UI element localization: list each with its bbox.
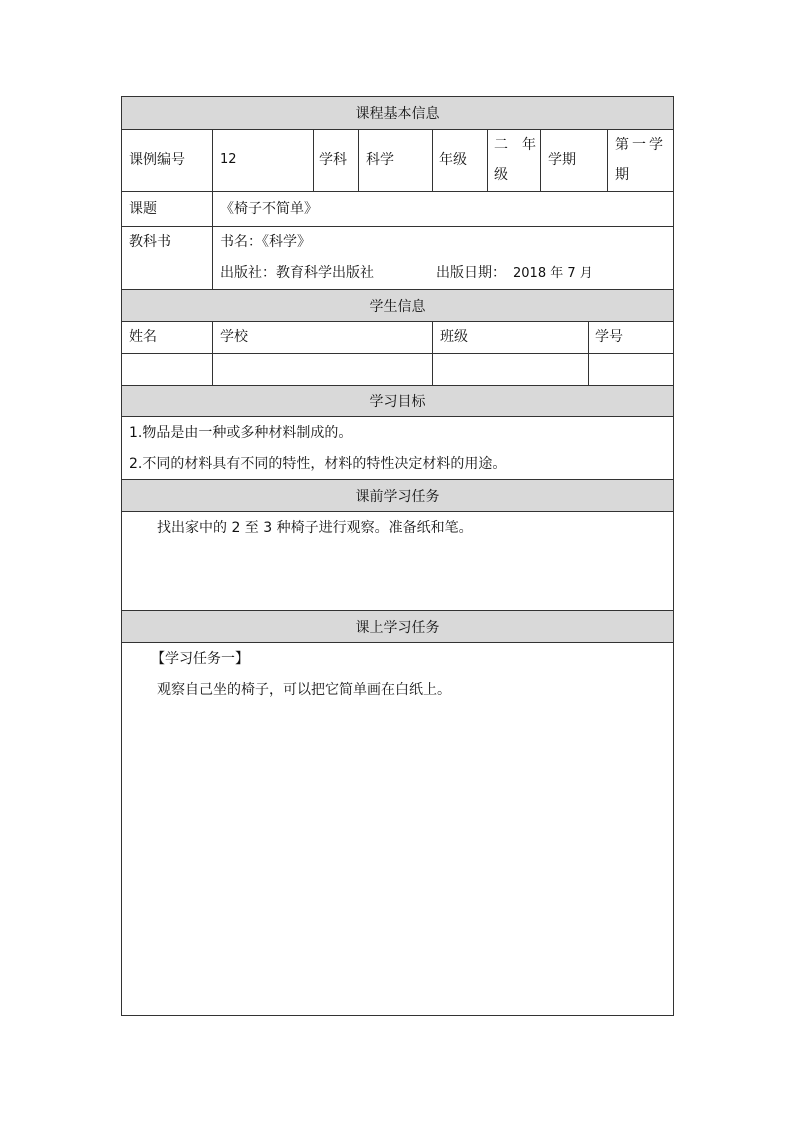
textbook-name: 书名：《科学》 xyxy=(220,234,311,250)
lesson-no-label: 课例编号 xyxy=(129,152,185,168)
grade-value-line2: 级 xyxy=(494,167,508,183)
term-value-line2: 期 xyxy=(615,167,629,183)
section-header-goals xyxy=(122,386,673,416)
textbook-publisher: 出版社：教育科学出版社 xyxy=(220,265,374,281)
term-label: 学期 xyxy=(548,152,576,168)
grade-value-line1: 二 年 xyxy=(494,137,536,153)
section-title: 课程基本信息 xyxy=(355,106,440,122)
section-header-basic-info xyxy=(122,97,673,129)
topic-label: 课题 xyxy=(129,201,157,217)
divider xyxy=(122,353,673,354)
grade-label: 年级 xyxy=(439,152,467,168)
in-class-task-title: 【学习任务一】 xyxy=(151,651,249,667)
divider xyxy=(122,191,673,192)
topic-value: 《椅子不简单》 xyxy=(220,201,318,217)
section-header-pre-class xyxy=(122,480,673,511)
divider xyxy=(122,226,673,227)
pub-date-value: 2018 年 7 月 xyxy=(513,266,593,281)
section-header-student-info xyxy=(122,290,673,321)
divider xyxy=(122,642,673,643)
divider xyxy=(122,511,673,512)
section-title: 学习目标 xyxy=(369,394,426,410)
lesson-no-value: 12 xyxy=(220,152,237,167)
divider xyxy=(313,129,314,191)
textbook-label: 教科书 xyxy=(129,234,171,250)
section-title: 学生信息 xyxy=(369,298,426,315)
divider xyxy=(212,129,213,289)
divider xyxy=(607,129,608,191)
pub-date-label: 出版日期： xyxy=(436,265,506,281)
divider xyxy=(540,129,541,191)
goal-item: 2.不同的材料具有不同的特性，材料的特性决定材料的用途。 xyxy=(129,456,507,472)
divider xyxy=(358,129,359,191)
divider xyxy=(122,129,673,130)
divider xyxy=(122,416,673,417)
student-id-label: 学号 xyxy=(595,329,623,345)
divider xyxy=(487,129,488,191)
subject-value: 科学 xyxy=(366,152,394,168)
section-header-in-class xyxy=(122,611,673,642)
lesson-worksheet-table xyxy=(121,96,674,1016)
term-value-line1: 第一学 xyxy=(615,137,666,153)
student-school-label: 学校 xyxy=(220,329,248,345)
divider xyxy=(122,321,673,322)
section-title: 课上学习任务 xyxy=(355,619,440,636)
in-class-task-text: 观察自己坐的椅子，可以把它简单画在白纸上。 xyxy=(157,682,451,698)
divider xyxy=(432,129,433,191)
subject-label: 学科 xyxy=(319,152,347,168)
section-title: 课前学习任务 xyxy=(355,488,440,505)
goal-item: 1.物品是由一种或多种材料制成的。 xyxy=(129,425,353,441)
pre-class-task: 找出家中的 2 至 3 种椅子进行观察。准备纸和笔。 xyxy=(157,520,473,536)
student-class-label: 班级 xyxy=(440,329,468,345)
student-name-label: 姓名 xyxy=(129,329,157,345)
